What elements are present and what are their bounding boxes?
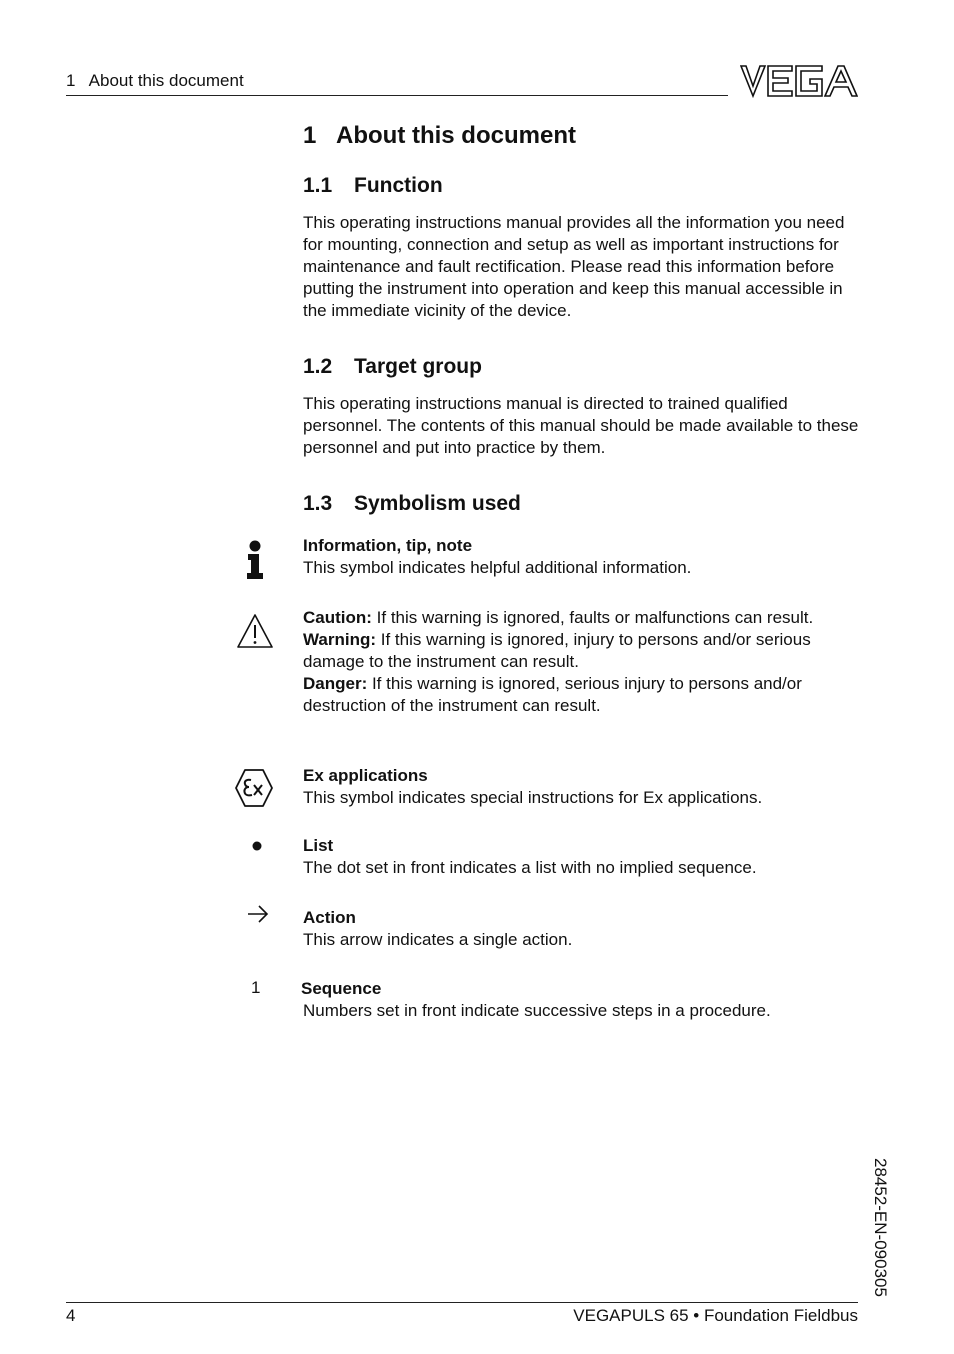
vega-logo bbox=[740, 64, 858, 98]
running-header: 1 About this document bbox=[66, 71, 244, 90]
section-number: 1.3 bbox=[303, 492, 333, 515]
ex-text: This symbol indicates special instructions for Ex applications. bbox=[303, 788, 763, 807]
chapter-title: About this document bbox=[336, 122, 576, 149]
info-icon bbox=[244, 540, 266, 580]
arrow-right-icon bbox=[246, 904, 270, 924]
bullet-icon bbox=[251, 840, 263, 852]
sequence-number: 1 bbox=[251, 978, 261, 997]
ex-title: Ex applications bbox=[303, 766, 428, 785]
info-title: Information, tip, note bbox=[303, 536, 473, 555]
chapter-heading bbox=[303, 122, 576, 150]
section-title: Target group bbox=[354, 355, 482, 378]
danger-text: If this warning is ignored, serious injury to persons and/or destruction of the instrument can result. bbox=[303, 674, 802, 715]
section-number: 1.1 bbox=[303, 174, 333, 197]
warning-symbol-block bbox=[303, 607, 851, 717]
warning-text: If this warning is ignored, injury to persons and/or serious damage to the instrument can result. bbox=[303, 630, 811, 671]
document-number: 28452-EN-090305 bbox=[871, 1158, 890, 1297]
sequence-symbol-block bbox=[303, 978, 863, 1022]
ex-symbol-block bbox=[303, 765, 863, 809]
list-text: The dot set in front indicates a list with no implied sequence. bbox=[303, 858, 757, 877]
section-title: Function bbox=[354, 174, 443, 197]
section-heading-function bbox=[303, 174, 443, 198]
sequence-text: Numbers set in front indicate successive steps in a procedure. bbox=[303, 1001, 771, 1020]
ex-protection-icon bbox=[234, 768, 274, 808]
footer-product-title: VEGAPULS 65 • Foundation Fieldbus bbox=[573, 1306, 858, 1325]
target-group-paragraph: This operating instructions manual is directed to trained qualified personnel. The contents of this manual should be made available to these personnel and put into practice by them. bbox=[303, 394, 859, 457]
action-title: Action bbox=[303, 908, 356, 927]
list-title: List bbox=[303, 836, 334, 855]
info-symbol-block bbox=[303, 535, 863, 579]
action-text: This arrow indicates a single action. bbox=[303, 930, 573, 949]
sequence-title: Sequence bbox=[301, 979, 382, 998]
danger-label: Danger: bbox=[303, 674, 368, 693]
caution-label: Caution: bbox=[303, 608, 372, 627]
section-heading-target-group bbox=[303, 355, 482, 379]
function-paragraph: This operating instructions manual provides all the information you need for mounting, connection and setup as well as important instructions for maintenance and fault rectification. Please read this information before putting the instrument into operation and keep this manual accessible in the immediate vicinity of the device. bbox=[303, 213, 845, 320]
page-number: 4 bbox=[66, 1306, 76, 1325]
warning-triangle-icon bbox=[236, 613, 274, 649]
info-text: This symbol indicates helpful additional information. bbox=[303, 558, 692, 577]
section-number: 1.2 bbox=[303, 355, 333, 378]
section-heading-symbolism bbox=[303, 492, 521, 516]
caution-text: If this warning is ignored, faults or malfunctions can result. bbox=[371, 608, 814, 627]
footer-rule bbox=[66, 1302, 858, 1303]
header-rule bbox=[66, 95, 728, 96]
list-symbol-block bbox=[303, 835, 863, 879]
warning-label: Warning: bbox=[303, 630, 377, 649]
action-symbol-block bbox=[303, 907, 863, 951]
section-title: Symbolism used bbox=[354, 492, 521, 515]
chapter-number: 1 bbox=[303, 122, 317, 149]
